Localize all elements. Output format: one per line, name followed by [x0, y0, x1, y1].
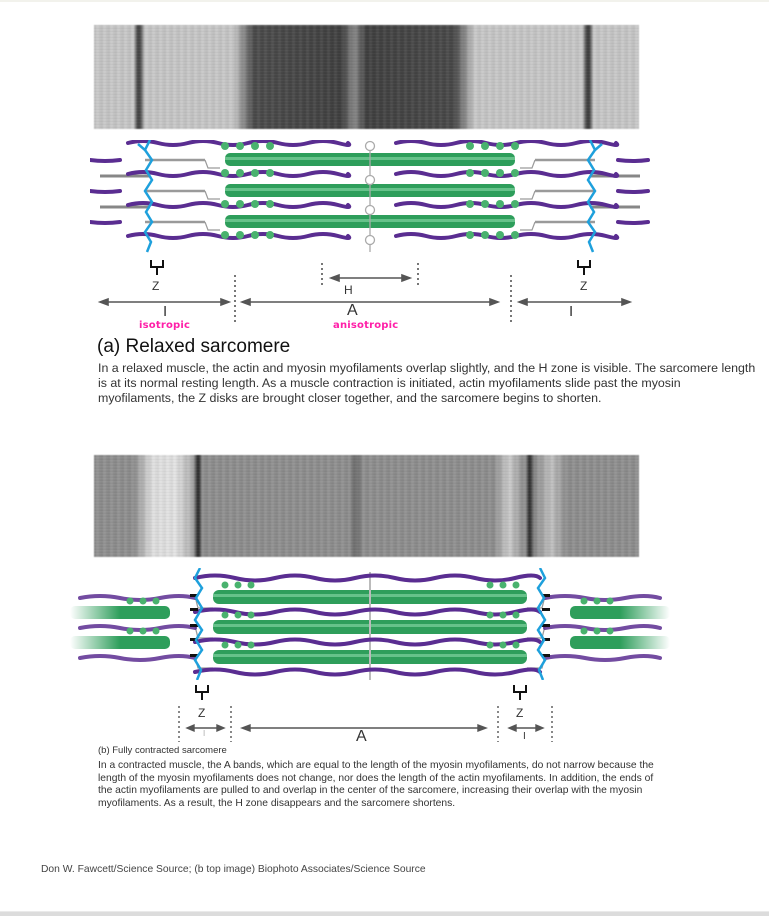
i-band-label-right-a: I	[569, 303, 574, 320]
bottom-border	[0, 911, 769, 916]
top-border	[0, 0, 769, 2]
panel-a-title: (a) Relaxed sarcomere	[97, 336, 291, 357]
z-label-right-a: Z	[580, 279, 588, 293]
i-band-label-right-b: I	[523, 731, 526, 742]
i-band-label-left-b: I	[203, 729, 206, 738]
panel-b-description: In a contracted muscle, the A bands, which are equal to the length of the myosin myofilaments, do not narrow because the length of the myosin myofilaments does not change, nor does the length of the actin myofilaments. In addition, the ends of the actin myofilaments are pulled to and overlap in the center of the sarcomere, increasing their overlap with the myosin myofilaments. As a result, the H zone disappears and the sarcomere shortens.	[98, 760, 654, 809]
anisotropic-annotation: anisotropic	[333, 320, 399, 331]
h-zone-label: H	[344, 283, 353, 297]
panel-a-description: In a relaxed muscle, the actin and myosin myofilaments overlap slightly, and the H zone is visible. The sarcomere length is at its normal resting length. As a muscle contraction is initiated, actin myofilaments slide past the myosin myofilaments, the Z disks are brought closer together, and the sarcomere begins to shorten.	[98, 361, 756, 405]
relaxed-sarcomere-micrograph	[94, 25, 639, 129]
relaxed-dimension-lines	[90, 255, 650, 325]
a-band-label-a: A	[347, 302, 358, 319]
contracted-sarcomere-diagram	[70, 568, 670, 680]
isotropic-annotation: isotropic	[139, 320, 191, 331]
image-credit: Don W. Fawcett/Science Source; (b top image) Biophoto Associates/Science Source	[41, 864, 426, 875]
z-label-right-b: Z	[516, 706, 524, 720]
z-label-left-b: Z	[198, 706, 206, 720]
contracted-sarcomere-micrograph	[94, 455, 639, 557]
z-label-left-a: Z	[152, 279, 160, 293]
a-band-label-b: A	[356, 728, 367, 745]
i-band-label-left-a: I	[163, 303, 168, 320]
relaxed-sarcomere-diagram	[90, 140, 650, 255]
panel-b-title: (b) Fully contracted sarcomere	[98, 745, 227, 756]
